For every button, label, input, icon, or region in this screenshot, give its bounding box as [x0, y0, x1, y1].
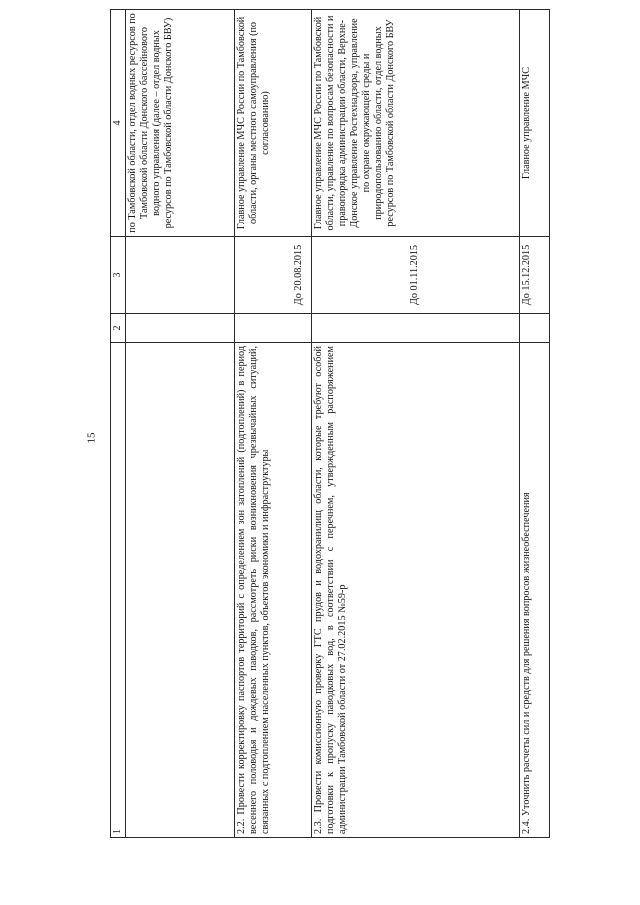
col2-cell [235, 314, 312, 343]
header-col-3: 3 [111, 237, 126, 314]
table-header-row [111, 10, 126, 838]
responsible-cell: Главное управление МЧС России по Тамбовской области, управление по вопросам безопасности и правопорядка администрации области, Верхне-Донское управление Ростехнадзора, управление по охране окружающей среды и природопользованию области, отдел водных ресурсов по Тамбовской области Донского БВУ [311, 10, 519, 237]
rotated-table-frame [110, 13, 550, 838]
page-number: 15 [85, 432, 98, 444]
col2-cell [311, 314, 519, 343]
responsible-cell: по Тамбовской области, отдел водных ресурсов по Тамбовской области Донского бассейнового водного управления (далее – отдел водных ресурсов по Тамбовской области Донского БВУ) [126, 10, 235, 237]
responsible-cell: Главное управление МЧС России по Тамбовской области, органы местного самоуправления (по согласованию) [235, 10, 312, 237]
deadline-cell: До 15.12.2015 [519, 237, 549, 314]
plan-table [110, 9, 550, 838]
deadline-cell: До 20.08.2015 [235, 237, 312, 314]
header-col-1: 1 [111, 343, 126, 838]
deadline-cell [126, 237, 235, 314]
table-row [126, 10, 235, 838]
table-row [519, 10, 549, 838]
task-cell: 2.3. Провести комиссионную проверку ГТС прудов и водохранилищ области, которые требуют особой подготовки к пропуску паводковых вод, в соответствии с перечнем, утвержденным распоряжением администрации Тамбовской области от 27.02.2015 №59-р [311, 343, 519, 838]
header-col-4: 4 [111, 10, 126, 237]
responsible-cell: Главное управление МЧС [519, 10, 549, 237]
table-row [311, 10, 519, 838]
col2-cell [126, 314, 235, 343]
task-cell: 2.4. Уточнить расчеты сил и средств для решения вопросов жизнеобеспечения [519, 343, 549, 838]
deadline-cell: До 01.11.2015 [311, 237, 519, 314]
col2-cell [519, 314, 549, 343]
task-cell: 2.2. Провести корректировку паспортов территорий с определением зон затоплений (подтоплений) в период весеннего половодья и дождевых паводков, рассмотреть риски возникновения чрезвычайных ситуаций, связанных с подтоплением населенных пунктов, объектов экономики и инфраструктуры [235, 343, 312, 838]
table-row [235, 10, 312, 838]
header-col-2: 2 [111, 314, 126, 343]
task-cell [126, 343, 235, 838]
